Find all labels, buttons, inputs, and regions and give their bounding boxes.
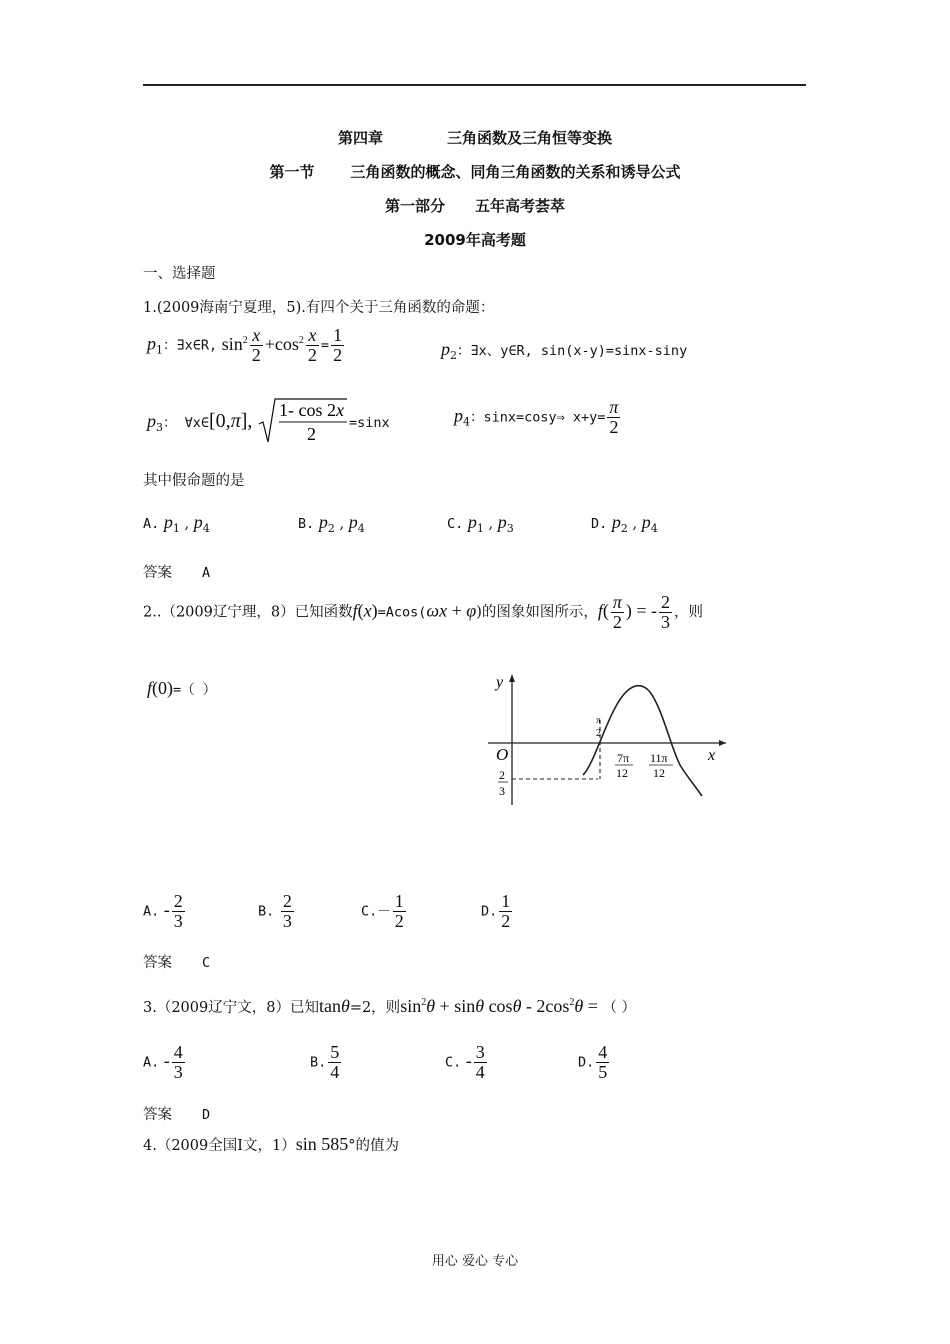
q3-answer: 答案 D [143, 1107, 211, 1123]
x-axis-arrow [719, 740, 726, 746]
category-heading: 一、选择题 [143, 266, 216, 282]
q3-option-c: C. - $\frac{3}{4}$ [445, 1042, 485, 1082]
q3-option-d: D. $\frac{4}{5}$ [578, 1042, 608, 1082]
q1-option-a: A. $p_1$ , $p_4$ [143, 512, 210, 535]
q2-f0: f(0)=（ ） [147, 678, 217, 698]
q2-answer: 答案 C [143, 955, 211, 971]
part-title: 第一部分 五年高考荟萃 [384, 197, 566, 215]
q1-option-d: D. $p_2$ , $p_4$ [591, 512, 658, 535]
q3-stem: 3.（2009辽宁文，8）已知tanθ=2，则$\sin^2\theta + \sin\theta$ cosθ - $2\cos^2\theta$ = （ ） [143, 996, 637, 1016]
q2-option-d: D. $\frac{1}{2}$ [481, 891, 511, 931]
value-label-den: 3 [499, 784, 505, 798]
q1-p1: $p_1$：∃x∈R, $\sin^2$ $\frac{x}{2}$ $+\cos^2$ $\frac{x}{2}$ = $\frac{1}{2}$ [147, 325, 343, 365]
sqrt-radical [257, 396, 349, 446]
origin-label: O [496, 745, 509, 764]
y-axis-arrow [509, 674, 515, 682]
q4-stem: 4.（2009全国Ⅰ文，1）sin 585°的值为 [143, 1134, 399, 1154]
cosine-curve [583, 686, 702, 796]
tick-7pi-den: 12 [616, 766, 628, 780]
q1-p4: $p_4$：sinx=cosy⇒ x+y= $\frac{\pi}{2}$ [454, 397, 619, 437]
q2-cosine-graph [480, 670, 740, 810]
value-label-num: 2 [499, 768, 505, 782]
q1-stem: 1.(2009海南宁夏理，5).有四个关于三角函数的命题： [143, 300, 495, 316]
q1-ask: 其中假命题的是 [143, 473, 245, 489]
q1-option-b: B. $p_2$ , $p_4$ [298, 512, 365, 535]
tick-7pi-num: 7π [617, 751, 630, 765]
tick-pi-half-den: 2 [596, 728, 601, 739]
tick-11pi-den: 12 [653, 766, 665, 780]
q2-option-c: C.－ $\frac{1}{2}$ [361, 891, 404, 931]
q2-stem: 2..（2009辽宁理，8）已知函数f(x)=Acos(ωx + φ)的图象如图所示，f( $\frac{\pi}{2}$ ) = - $\frac{2}{3}$ ，则 [143, 592, 704, 632]
tick-11pi-num: 11π [650, 751, 668, 765]
q3-option-b: B. $\frac{5}{4}$ [310, 1042, 340, 1082]
chapter-title: 第四章 三角函数及三角恒等变换 [337, 129, 613, 147]
q1-p3: $p_3$： ∀x∈[0,π], 1- cos 2x 2 =sinx [147, 396, 390, 450]
q1-p2: $p_2$：∃x、y∈R, sin(x-y)=sinx-siny [441, 339, 688, 362]
header-rule [143, 84, 806, 86]
q2-option-a: A. - $\frac{2}{3}$ [143, 891, 183, 931]
page-footer: 用心 爱心 专心 [431, 1254, 519, 1269]
tick-pi-half-num: π [596, 715, 601, 725]
q3-option-a: A. - $\frac{4}{3}$ [143, 1042, 183, 1082]
q2-option-b: B. $\frac{2}{3}$ [258, 891, 292, 931]
q1-answer: 答案 A [143, 565, 211, 581]
year-title: 2009年高考题 [424, 231, 526, 249]
y-axis-label: y [496, 674, 504, 691]
svg-text:1- cos 2x: 1- cos 2x [279, 400, 344, 420]
svg-text:2: 2 [307, 424, 316, 444]
x-axis-label: x [708, 747, 716, 764]
section-title: 第一节 三角函数的概念、同角三角函数的关系和诱导公式 [269, 163, 681, 181]
q1-option-c: C. $p_1$ , $p_3$ [447, 512, 514, 535]
